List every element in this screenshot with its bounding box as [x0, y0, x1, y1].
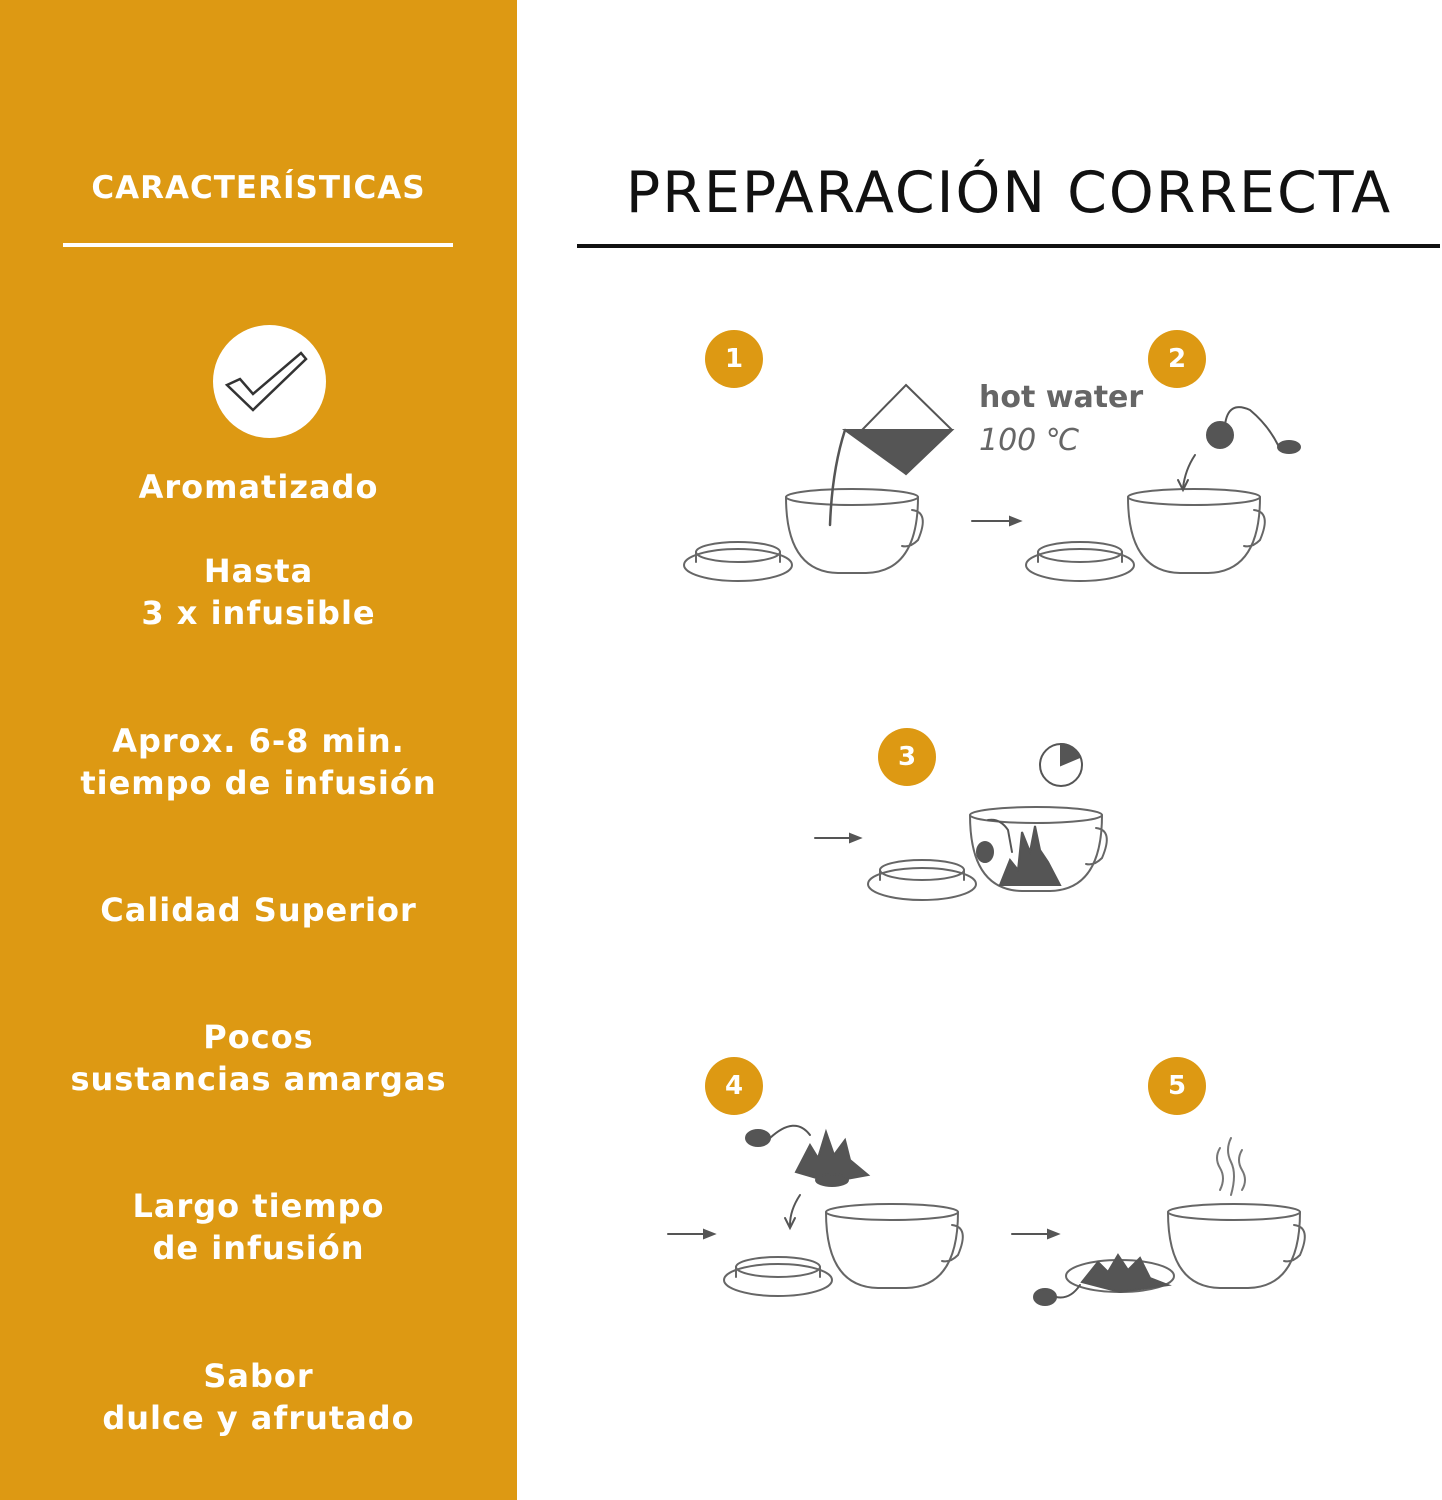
feature-line: Hasta: [203, 552, 314, 590]
temperature-label: 100 ℃: [979, 423, 1080, 458]
step-badge-4: 4: [705, 1057, 763, 1115]
preparation-illustrations: [578, 300, 1442, 1350]
feature-infusible: [0, 550, 517, 634]
feature-aromatizado: [0, 466, 517, 508]
feature-line: Largo tiempo: [132, 1187, 385, 1225]
step-badge-1: 1: [705, 330, 763, 388]
cup-icon: [1168, 1204, 1305, 1288]
feature-long-infusion: [0, 1185, 517, 1269]
feature-line: 3 x infusible: [141, 594, 376, 632]
feature-line: Aromatizado: [138, 468, 379, 506]
feature-bitterness: [0, 1016, 517, 1100]
step-badge-2: 2: [1148, 330, 1206, 388]
timer-icon: [1040, 744, 1082, 786]
feature-line: Sabor: [203, 1357, 314, 1395]
step-badge-3: 3: [878, 728, 936, 786]
feature-brew-time: [0, 720, 517, 804]
arrow-right-icon: [972, 517, 1020, 525]
feature-line: dulce y afrutado: [102, 1399, 415, 1437]
hot-water-label: hot water: [979, 380, 1144, 415]
feature-line: tiempo de infusión: [80, 764, 437, 802]
step-badge-5: 5: [1148, 1057, 1206, 1115]
saucer-with-tea-flower-icon: [1034, 1255, 1174, 1305]
features-title: CARACTERÍSTICAS: [91, 170, 426, 206]
feature-flavor: [0, 1355, 517, 1439]
arrow-right-icon: [668, 1230, 714, 1238]
steam-icon: [1217, 1138, 1245, 1195]
feature-line: Aprox. 6-8 min.: [112, 722, 405, 760]
saucer-icon: [724, 1257, 832, 1296]
feature-line: Pocos: [203, 1018, 314, 1056]
feature-line: de infusión: [152, 1229, 365, 1267]
features-sidebar: [0, 0, 517, 1500]
feature-line: Calidad Superior: [100, 891, 417, 929]
tea-flower-icon: [746, 1126, 868, 1228]
glass-cup-with-tea-icon: [970, 807, 1107, 891]
feature-quality: [0, 889, 517, 931]
arrow-right-icon: [815, 834, 860, 842]
cup-icon: [786, 489, 923, 573]
arrow-right-icon: [1012, 1230, 1058, 1238]
saucer-icon: [868, 860, 976, 900]
saucer-icon: [1026, 542, 1134, 581]
feature-line: sustancias amargas: [70, 1060, 447, 1098]
tea-ball-icon: [1178, 407, 1300, 490]
checkmark-icon: [213, 325, 326, 438]
features-title-divider: [63, 243, 453, 247]
preparation-title: PREPARACIÓN CORRECTA: [625, 160, 1393, 226]
preparation-title-divider: [577, 244, 1440, 248]
saucer-icon: [684, 542, 792, 581]
cup-icon: [826, 1204, 963, 1288]
cup-icon: [1128, 489, 1265, 573]
